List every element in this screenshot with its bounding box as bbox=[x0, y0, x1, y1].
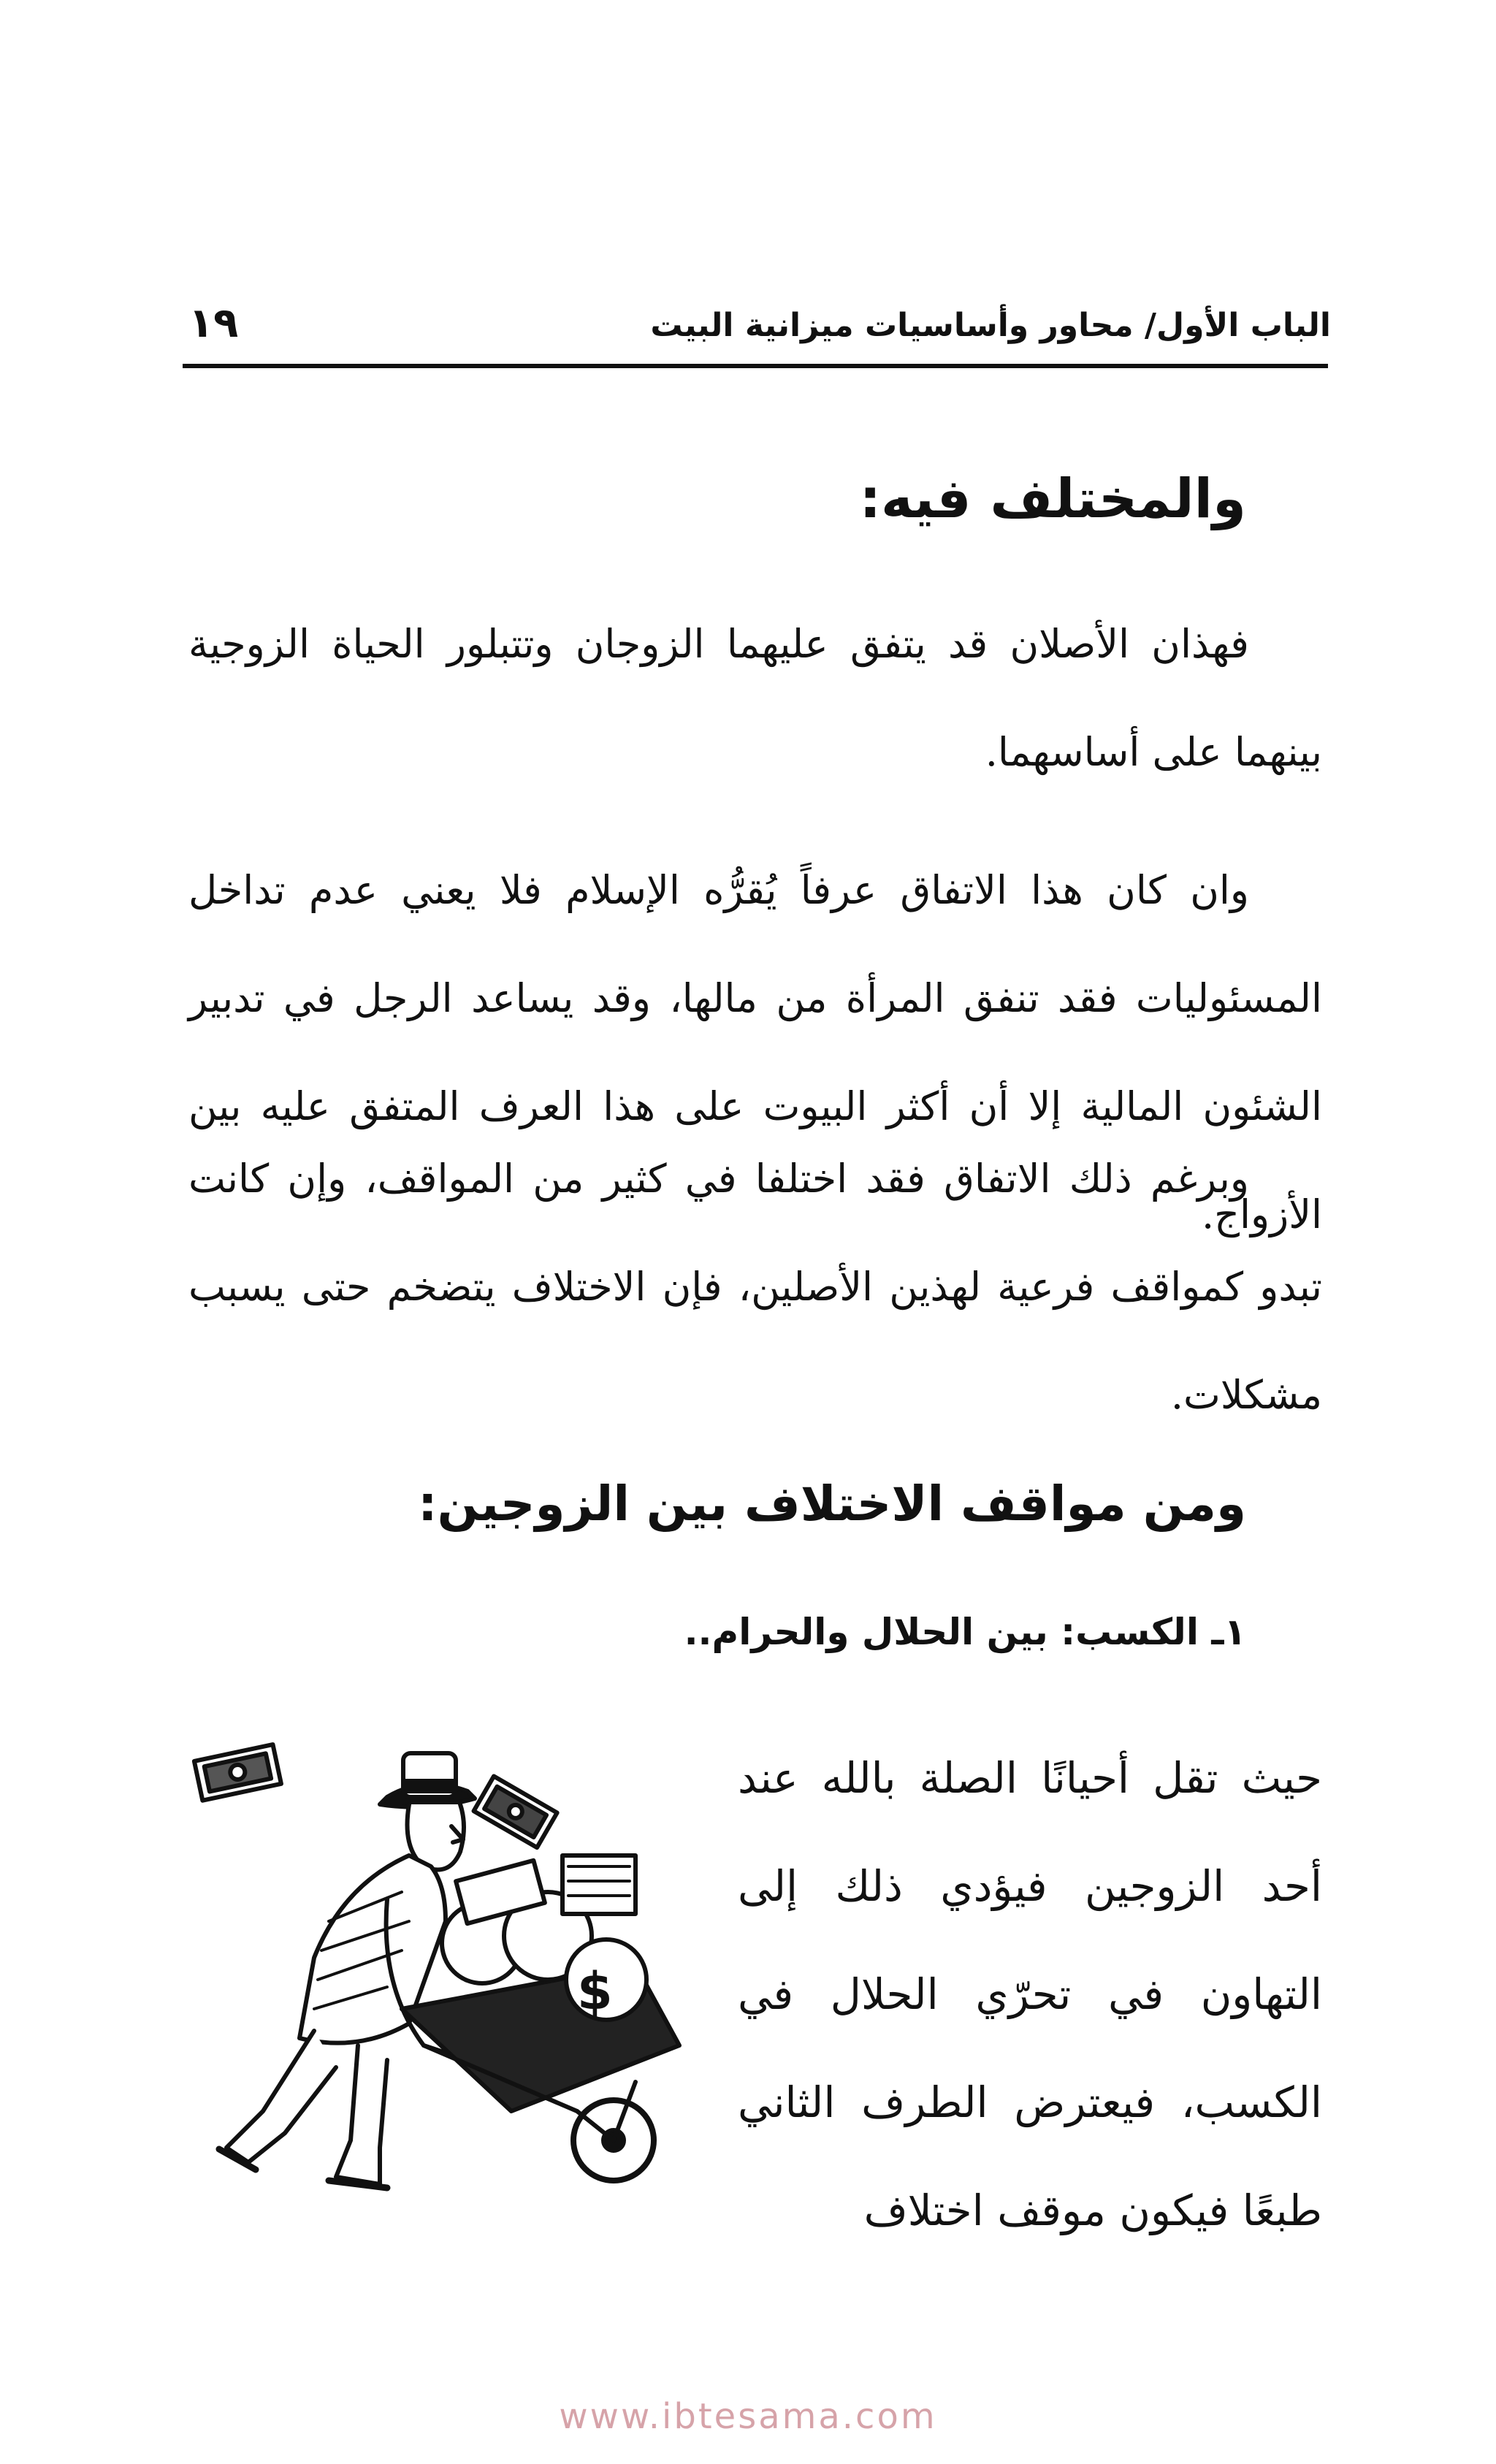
paragraph-1: فهذان الأصلان قد يتفق عليهما الزوجان وتتبلور الحياة الزوجية بينهما على أساسهما. bbox=[188, 621, 1322, 775]
paragraph-3: وبرغم ذلك الاتفاق فقد اختلفا في كثير من المواقف، وإن كانت تبدو كمواقف فرعية لهذين الأصلين، فإن الاختلاف يتضخم حتى يسبب مشكلات. bbox=[188, 1156, 1322, 1418]
flying-banknote-icon bbox=[194, 1744, 281, 1801]
flying-banknote-icon bbox=[474, 1777, 557, 1848]
header-divider bbox=[183, 364, 1328, 368]
man-pushing-wheelbarrow-of-money-icon bbox=[168, 1702, 723, 2213]
paragraph-2: وان كان هذا الاتفاق عرفاً يُقرُّه الإسلام فلا يعني عدم تداخل المسئوليات فقد تنفق المرأة من مالها، وقد يساعد الرجل في تدبير الشئون المالية إلا أن أكثر البيوت على هذا العرف المتفق عليه بين الأزواج. bbox=[188, 867, 1322, 1237]
point-1-text: حيث تقل أحيانًا الصلة بالله عند أحد الزوجين فيؤدي ذلك إلى التهاون في تحرّي الحلال في الكسب، فيعترض الطرف الثاني طبعًا فيكون موقف اختلاف bbox=[738, 1753, 1322, 2235]
point-1-title: ١ـ الكسب: بين الحلال والحرام.. bbox=[684, 1611, 1246, 1653]
page-number: ١٩ bbox=[188, 300, 239, 347]
section-heading: والمختلف فيه: bbox=[859, 468, 1246, 530]
dollar-sign-icon: $ bbox=[577, 1961, 613, 2021]
chapter-header-title: الباب الأول/ محاور وأساسيات ميزانية البيت bbox=[650, 307, 1331, 344]
subheading: ومن مواقف الاختلاف بين الزوجين: bbox=[418, 1476, 1246, 1532]
watermark: www.ibtesama.com bbox=[559, 2396, 937, 2437]
